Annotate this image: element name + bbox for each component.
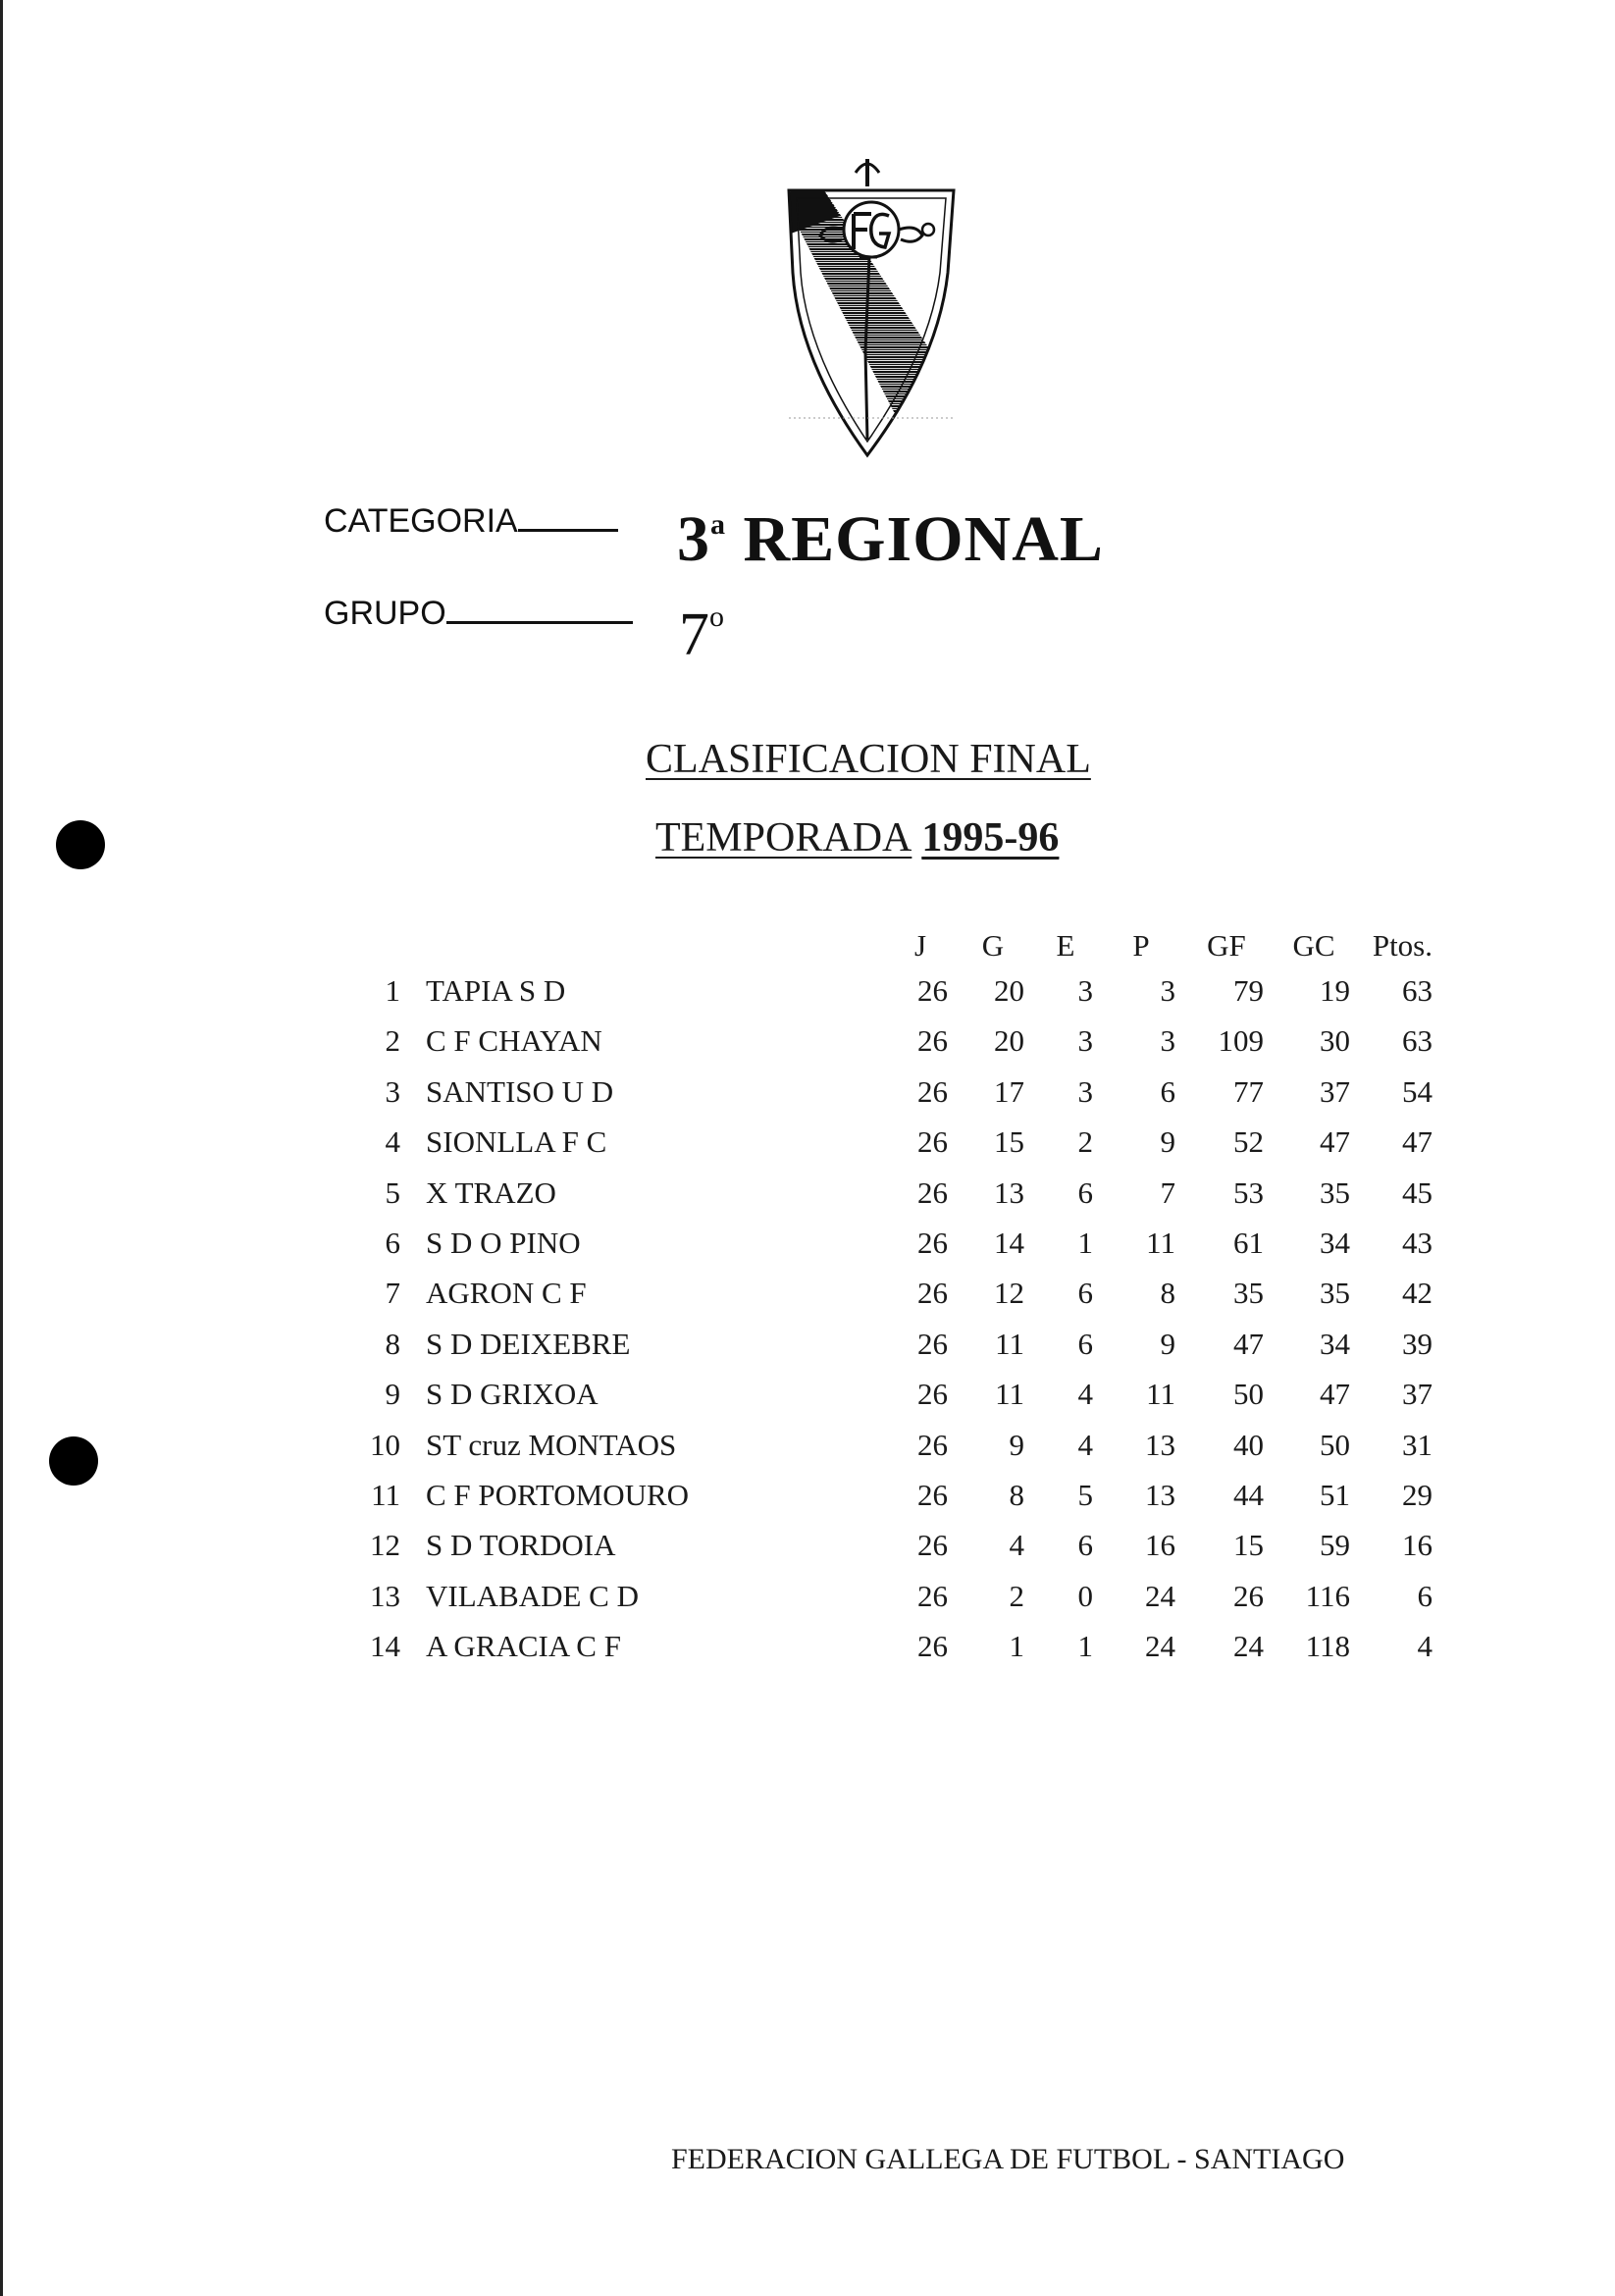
position-cell: 14 [370, 1629, 400, 1664]
goals-against-cell: 50 [1320, 1427, 1350, 1462]
drawn-cell: 6 [1077, 1174, 1093, 1210]
position-cell: 4 [385, 1124, 400, 1160]
position-cell: 9 [385, 1377, 400, 1412]
points-cell: 47 [1402, 1124, 1433, 1160]
team-name-cell: S D DEIXEBRE [426, 1326, 631, 1361]
header-team [400, 926, 879, 965]
lost-cell: 24 [1145, 1629, 1175, 1664]
drawn-cell: 1 [1077, 1629, 1093, 1664]
table-row [353, 965, 1433, 1016]
goals-against-cell: 116 [1305, 1578, 1350, 1613]
won-cell: 4 [1009, 1528, 1024, 1563]
header-pos [353, 926, 400, 965]
team-name-cell: ST cruz MONTAOS [426, 1427, 677, 1462]
federation-crest-icon [781, 155, 964, 461]
points-cell: 54 [1402, 1073, 1433, 1109]
lost-cell: 16 [1145, 1528, 1175, 1563]
categoria-label-row [324, 502, 618, 541]
punch-hole [56, 820, 105, 869]
header-g: G [981, 928, 1005, 963]
won-cell: 2 [1009, 1578, 1024, 1613]
drawn-cell: 0 [1077, 1578, 1093, 1613]
header-e: E [1056, 928, 1075, 963]
clasificacion-title: CLASIFICACION FINAL [646, 737, 1091, 782]
position-cell: 10 [370, 1427, 400, 1462]
lost-cell: 11 [1146, 1377, 1175, 1412]
grupo-label-row [324, 595, 633, 633]
played-cell: 26 [917, 1377, 948, 1412]
table-row [353, 1268, 1433, 1318]
won-cell: 12 [994, 1276, 1024, 1311]
position-cell: 2 [385, 1023, 400, 1059]
goals-against-cell: 118 [1305, 1629, 1350, 1664]
goals-for-cell: 35 [1233, 1276, 1264, 1311]
points-cell: 63 [1402, 1023, 1433, 1059]
categoria-value [677, 502, 1104, 577]
team-name-cell: VILABADE C D [426, 1578, 639, 1613]
categoria-value-text: REGIONAL [743, 503, 1104, 575]
team-name-cell: C F CHAYAN [426, 1023, 602, 1059]
table-row [353, 1571, 1433, 1621]
played-cell: 26 [917, 1073, 948, 1109]
lost-cell: 9 [1160, 1124, 1175, 1160]
played-cell: 26 [917, 973, 948, 1008]
drawn-cell: 3 [1077, 973, 1093, 1008]
table-row [353, 1420, 1433, 1470]
header-j: J [913, 928, 927, 963]
temporada-season: 1995-96 [921, 815, 1060, 861]
won-cell: 11 [995, 1377, 1024, 1412]
points-cell: 6 [1417, 1578, 1433, 1613]
points-cell: 45 [1402, 1174, 1433, 1210]
played-cell: 26 [917, 1276, 948, 1311]
goals-against-cell: 30 [1320, 1023, 1350, 1059]
lost-cell: 9 [1160, 1326, 1175, 1361]
won-cell: 20 [994, 973, 1024, 1008]
drawn-cell: 6 [1077, 1276, 1093, 1311]
points-cell: 37 [1402, 1377, 1433, 1412]
table-row [353, 1117, 1433, 1167]
points-cell: 29 [1402, 1478, 1433, 1513]
played-cell: 26 [917, 1326, 948, 1361]
goals-for-cell: 44 [1233, 1478, 1264, 1513]
played-cell: 26 [917, 1478, 948, 1513]
team-name-cell: C F PORTOMOURO [426, 1478, 690, 1513]
drawn-cell: 6 [1077, 1326, 1093, 1361]
standings-header [353, 926, 1433, 965]
goals-for-cell: 24 [1233, 1629, 1264, 1664]
drawn-cell: 5 [1077, 1478, 1093, 1513]
position-cell: 11 [371, 1478, 400, 1513]
goals-for-cell: 79 [1233, 973, 1264, 1008]
goals-for-cell: 77 [1233, 1073, 1264, 1109]
goals-for-cell: 40 [1233, 1427, 1264, 1462]
lost-cell: 24 [1145, 1578, 1175, 1613]
standings-body [353, 965, 1433, 1672]
points-cell: 31 [1402, 1427, 1433, 1462]
table-row [353, 1369, 1433, 1419]
drawn-cell: 3 [1077, 1023, 1093, 1059]
temporada-title [655, 814, 1059, 861]
played-cell: 26 [917, 1124, 948, 1160]
goals-against-cell: 35 [1320, 1276, 1350, 1311]
played-cell: 26 [917, 1578, 948, 1613]
header-gf: GF [1207, 928, 1246, 963]
position-cell: 1 [385, 973, 400, 1008]
points-cell: 16 [1402, 1528, 1433, 1563]
page-edge [0, 0, 3, 2296]
goals-against-cell: 37 [1320, 1073, 1350, 1109]
goals-for-cell: 15 [1233, 1528, 1264, 1563]
won-cell: 1 [1009, 1629, 1024, 1664]
played-cell: 26 [917, 1226, 948, 1261]
punch-hole [49, 1436, 98, 1486]
grupo-label: GRUPO [324, 595, 446, 632]
goals-against-cell: 34 [1320, 1226, 1350, 1261]
played-cell: 26 [917, 1174, 948, 1210]
team-name-cell: S D GRIXOA [426, 1377, 599, 1412]
points-cell: 39 [1402, 1326, 1433, 1361]
points-cell: 42 [1402, 1276, 1433, 1311]
played-cell: 26 [917, 1629, 948, 1664]
table-row [353, 1319, 1433, 1369]
played-cell: 26 [917, 1023, 948, 1059]
won-cell: 8 [1009, 1478, 1024, 1513]
played-cell: 26 [917, 1427, 948, 1462]
standings-table [353, 926, 1433, 1672]
goals-for-cell: 109 [1218, 1023, 1264, 1059]
won-cell: 13 [994, 1174, 1024, 1210]
position-cell: 7 [385, 1276, 400, 1311]
table-row [353, 1520, 1433, 1570]
points-cell: 4 [1417, 1629, 1433, 1664]
position-cell: 12 [370, 1528, 400, 1563]
won-cell: 9 [1009, 1427, 1024, 1462]
drawn-cell: 1 [1077, 1226, 1093, 1261]
lost-cell: 7 [1160, 1174, 1175, 1210]
table-row [353, 1016, 1433, 1066]
team-name-cell: X TRAZO [426, 1174, 556, 1210]
lost-cell: 8 [1160, 1276, 1175, 1311]
position-cell: 13 [370, 1578, 400, 1613]
position-cell: 6 [385, 1226, 400, 1261]
drawn-cell: 4 [1077, 1427, 1093, 1462]
goals-for-cell: 50 [1233, 1377, 1264, 1412]
team-name-cell: SIONLLA F C [426, 1124, 607, 1160]
position-cell: 8 [385, 1326, 400, 1361]
goals-against-cell: 59 [1320, 1528, 1350, 1563]
team-name-cell: TAPIA S D [426, 973, 566, 1008]
grupo-value-number: 7 [679, 601, 709, 668]
drawn-cell: 2 [1077, 1124, 1093, 1160]
lost-cell: 13 [1145, 1427, 1175, 1462]
lost-cell: 6 [1160, 1073, 1175, 1109]
table-row [353, 1621, 1433, 1671]
points-cell: 43 [1402, 1226, 1433, 1261]
goals-against-cell: 51 [1320, 1478, 1350, 1513]
position-cell: 5 [385, 1174, 400, 1210]
categoria-value-number: 3 [677, 503, 710, 575]
drawn-cell: 6 [1077, 1528, 1093, 1563]
table-row [353, 1067, 1433, 1117]
played-cell: 26 [917, 1528, 948, 1563]
won-cell: 20 [994, 1023, 1024, 1059]
categoria-label: CATEGORIA [324, 502, 518, 540]
grupo-value [679, 600, 724, 670]
header-gc: GC [1292, 928, 1335, 963]
table-row [353, 1168, 1433, 1218]
won-cell: 17 [994, 1073, 1024, 1109]
goals-for-cell: 26 [1233, 1578, 1264, 1613]
team-name-cell: AGRON C F [426, 1276, 587, 1311]
table-row [353, 1218, 1433, 1268]
header-row [353, 926, 1433, 965]
categoria-value-sup: a [710, 508, 726, 541]
header-pts: Ptos. [1372, 928, 1433, 963]
categoria-rule [518, 529, 618, 532]
footer-text: FEDERACION GALLEGA DE FUTBOL - SANTIAGO [671, 2143, 1345, 2175]
goals-against-cell: 35 [1320, 1174, 1350, 1210]
goals-for-cell: 61 [1233, 1226, 1264, 1261]
won-cell: 14 [994, 1226, 1024, 1261]
lost-cell: 13 [1145, 1478, 1175, 1513]
drawn-cell: 4 [1077, 1377, 1093, 1412]
goals-for-cell: 47 [1233, 1326, 1264, 1361]
won-cell: 15 [994, 1124, 1024, 1160]
points-cell: 63 [1402, 973, 1433, 1008]
goals-against-cell: 47 [1320, 1377, 1350, 1412]
team-name-cell: A GRACIA C F [426, 1629, 621, 1664]
goals-for-cell: 52 [1233, 1124, 1264, 1160]
team-name-cell: S D O PINO [426, 1226, 581, 1261]
goals-against-cell: 34 [1320, 1326, 1350, 1361]
header-p: P [1132, 928, 1150, 963]
goals-against-cell: 47 [1320, 1124, 1350, 1160]
drawn-cell: 3 [1077, 1073, 1093, 1109]
position-cell: 3 [385, 1073, 400, 1109]
goals-against-cell: 19 [1320, 973, 1350, 1008]
grupo-value-sup: o [709, 600, 724, 633]
temporada-label: TEMPORADA [655, 815, 912, 861]
team-name-cell: S D TORDOIA [426, 1528, 616, 1563]
table-row [353, 1470, 1433, 1520]
grupo-rule [446, 621, 633, 624]
lost-cell: 11 [1146, 1226, 1175, 1261]
team-name-cell: SANTISO U D [426, 1073, 614, 1109]
goals-for-cell: 53 [1233, 1174, 1264, 1210]
won-cell: 11 [995, 1326, 1024, 1361]
lost-cell: 3 [1160, 973, 1175, 1008]
lost-cell: 3 [1160, 1023, 1175, 1059]
